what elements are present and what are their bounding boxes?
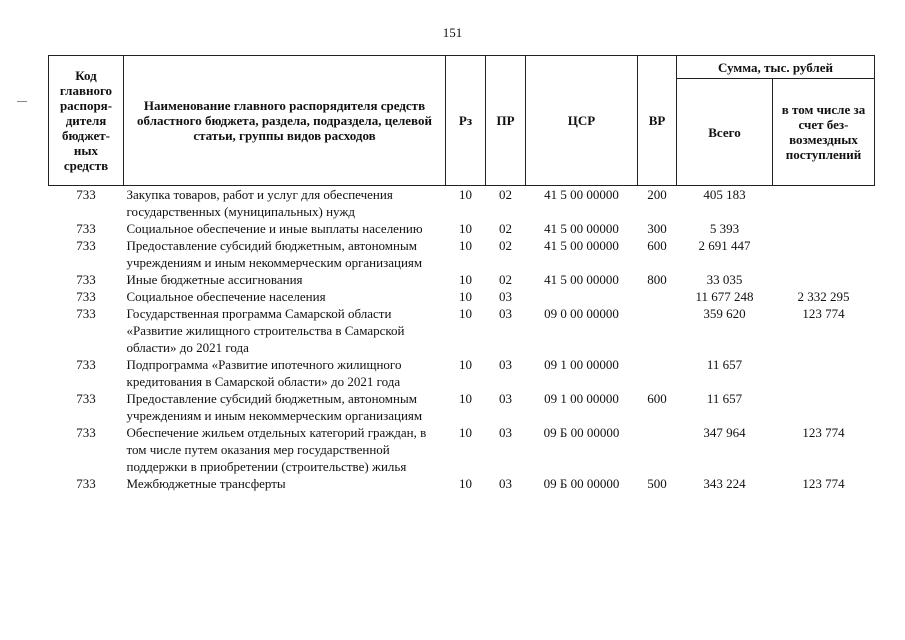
cell-total: 11 677 248 <box>695 289 754 304</box>
cell-code: 733 <box>76 272 96 287</box>
cell-rz: 10 <box>459 221 472 236</box>
table-row <box>49 356 875 390</box>
cell-csr: 41 5 00 00000 <box>544 187 619 202</box>
cell-code: 733 <box>76 289 96 304</box>
margin-mark <box>17 101 27 102</box>
cell-total: 343 224 <box>703 476 746 491</box>
cell-rz: 10 <box>459 272 472 287</box>
cell-pr: 02 <box>499 272 512 287</box>
cell-csr: 09 1 00 00000 <box>544 357 619 372</box>
cell-rz: 10 <box>459 187 472 202</box>
cell-name: Предоставление субсидий бюджетным, автономным учреждениям и иным некоммерческим организациям <box>126 238 423 270</box>
cell-code: 733 <box>76 357 96 372</box>
cell-code: 733 <box>76 476 96 491</box>
cell-csr: 09 1 00 00000 <box>544 391 619 406</box>
table-row <box>49 288 875 305</box>
table-body <box>49 186 875 493</box>
cell-csr: 41 5 00 00000 <box>544 272 619 287</box>
cell-pr: 03 <box>499 357 512 372</box>
cell-free: 123 774 <box>802 476 845 491</box>
cell-total: 33 035 <box>706 272 743 287</box>
cell-free <box>773 220 875 237</box>
table-row <box>49 220 875 237</box>
cell-free <box>773 390 875 424</box>
cell-free <box>773 271 875 288</box>
cell-name: Иные бюджетные ассигнования <box>126 272 303 287</box>
table-row <box>49 186 875 221</box>
cell-free: 123 774 <box>802 306 845 321</box>
cell-total: 347 964 <box>703 425 746 440</box>
cell-rz: 10 <box>459 357 472 372</box>
cell-vr <box>638 424 677 475</box>
cell-pr: 03 <box>499 425 512 440</box>
table-row <box>49 305 875 356</box>
header-rz: Рз <box>446 56 486 186</box>
cell-pr: 02 <box>499 238 512 253</box>
cell-code: 733 <box>76 238 96 253</box>
cell-rz: 10 <box>459 238 472 253</box>
cell-total: 11 657 <box>706 357 743 372</box>
header-code: Код главного распоря-дителя бюджет-ных средств <box>49 56 124 186</box>
table-row <box>49 237 875 271</box>
cell-code: 733 <box>76 221 96 236</box>
header-free: в том числе за счет без-возмездных поступлений <box>773 79 875 186</box>
cell-pr: 02 <box>499 221 512 236</box>
cell-code: 733 <box>76 306 96 321</box>
cell-name: Предоставление субсидий бюджетным, автономным учреждениям и иным некоммерческим организациям <box>126 391 423 423</box>
cell-total: 2 691 447 <box>698 238 751 253</box>
header-sum: Сумма, тыс. рублей <box>677 56 875 79</box>
cell-code: 733 <box>76 425 96 440</box>
cell-csr: 09 0 00 00000 <box>544 306 619 321</box>
cell-total: 359 620 <box>703 306 746 321</box>
cell-csr: 41 5 00 00000 <box>544 238 619 253</box>
cell-free: 123 774 <box>802 425 845 440</box>
cell-vr: 600 <box>647 391 667 406</box>
cell-name: Закупка товаров, работ и услуг для обеспечения государственных (муниципальных) нужд <box>126 187 393 219</box>
cell-vr <box>638 356 677 390</box>
cell-free: 2 332 295 <box>797 289 850 304</box>
cell-rz: 10 <box>459 289 472 304</box>
cell-pr: 03 <box>499 289 512 304</box>
cell-free <box>773 186 875 221</box>
cell-code: 733 <box>76 391 96 406</box>
table-row <box>49 475 875 492</box>
cell-free <box>773 237 875 271</box>
table-row <box>49 390 875 424</box>
cell-vr: 500 <box>647 476 667 491</box>
cell-name: Социальное обеспечение и иные выплаты населению <box>126 221 423 236</box>
cell-rz: 10 <box>459 306 472 321</box>
cell-rz: 10 <box>459 391 472 406</box>
cell-name: Обеспечение жильем отдельных категорий граждан, в том числе путем оказания мер государственной поддержки в приобретении (строительстве) жилья <box>126 425 427 474</box>
page-number: 151 <box>442 25 463 40</box>
cell-csr <box>526 288 638 305</box>
header-total: Всего <box>677 79 773 186</box>
cell-pr: 03 <box>499 306 512 321</box>
cell-vr: 600 <box>647 238 667 253</box>
budget-table <box>48 55 875 492</box>
cell-rz: 10 <box>459 476 472 491</box>
cell-csr: 09 Б 00 00000 <box>543 476 620 491</box>
header-vr: ВР <box>638 56 677 186</box>
cell-code: 733 <box>76 187 96 202</box>
cell-csr: 41 5 00 00000 <box>544 221 619 236</box>
cell-vr: 800 <box>647 272 667 287</box>
cell-vr: 200 <box>647 187 667 202</box>
cell-pr: 03 <box>499 476 512 491</box>
cell-name: Подпрограмма «Развитие ипотечного жилищного кредитования в Самарской области» до 2021 года <box>126 357 402 389</box>
table-row <box>49 424 875 475</box>
cell-vr <box>638 305 677 356</box>
cell-name: Межбюджетные трансферты <box>126 476 286 491</box>
header-name: Наименование главного распорядителя средств областного бюджета, раздела, подраздела, целевой статьи, группы видов расходов <box>124 56 446 186</box>
cell-free <box>773 356 875 390</box>
table-row <box>49 271 875 288</box>
header-csr: ЦСР <box>526 56 638 186</box>
cell-name: Государственная программа Самарской области «Развитие жилищного строительства в Самарской области» до 2021 года <box>126 306 405 355</box>
cell-total: 5 393 <box>709 221 740 236</box>
cell-pr: 02 <box>499 187 512 202</box>
cell-total: 405 183 <box>703 187 746 202</box>
cell-vr <box>638 288 677 305</box>
header-pr: ПР <box>486 56 526 186</box>
cell-rz: 10 <box>459 425 472 440</box>
cell-name: Социальное обеспечение населения <box>126 289 326 304</box>
cell-vr: 300 <box>647 221 667 236</box>
cell-total: 11 657 <box>706 391 743 406</box>
cell-csr: 09 Б 00 00000 <box>543 425 620 440</box>
table-header <box>49 56 875 186</box>
cell-pr: 03 <box>499 391 512 406</box>
